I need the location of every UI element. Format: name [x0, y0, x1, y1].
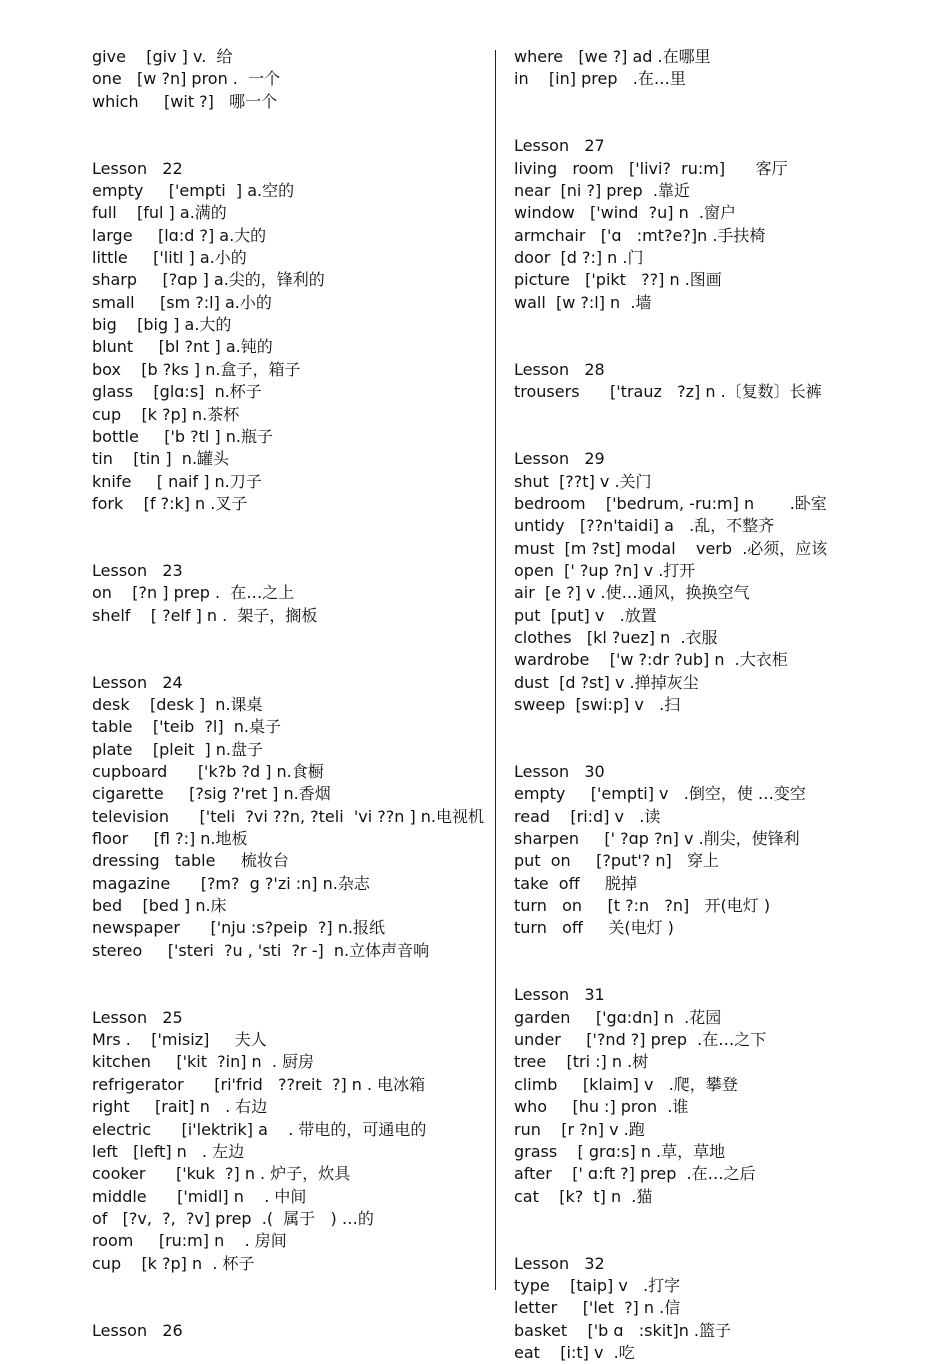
vocab-entry: armchair ['ɑ :mt?e?]n .手扶椅 — [514, 225, 766, 245]
vocab-entry: cupboard ['k?b ?d ] n.食橱 — [92, 762, 324, 781]
vocab-entry: near [ni ?] prep .靠近 — [514, 181, 690, 201]
vocab-entry: dressing table 梳妆台 — [92, 851, 289, 871]
vocab-entry: grass [ grɑ:s] n .草，草地 — [514, 1141, 726, 1161]
vocab-entry: bottle ['b ?tl ] n.瓶子 — [92, 426, 273, 446]
vocab-entry: trousers ['trauz ?z] n .〔复数〕长裤 — [514, 382, 822, 402]
vocab-entry: clothes [kl ?uez] n .衣服 — [514, 627, 718, 647]
lesson-heading: Lesson 25 — [92, 1007, 183, 1027]
vocab-entry: sharpen [' ?ɑp ?n] v .削尖，使锋利 — [514, 829, 800, 849]
lesson-heading: Lesson 28 — [514, 359, 605, 379]
vocab-entry: plate [pleit ] n.盘子 — [92, 739, 264, 759]
blank-line — [514, 716, 934, 738]
blank-line — [514, 404, 934, 426]
vocab-entry: put [put] v .放置 — [514, 605, 657, 625]
vocab-entry: climb [klaim] v .爬，攀登 — [514, 1074, 738, 1094]
vocab-entry: middle ['midl] n . 中间 — [92, 1186, 307, 1206]
vocab-entry: floor [fl ?:] n.地板 — [92, 829, 248, 849]
lesson-heading: Lesson 27 — [514, 136, 605, 156]
vocab-entry: after [' ɑ:ft ?] prep .在…之后 — [514, 1164, 756, 1184]
vocab-entry: dust [d ?st] v .掸掉灰尘 — [514, 672, 699, 692]
column-divider — [495, 50, 496, 1290]
right-column — [514, 46, 934, 1364]
lesson-heading: Lesson 26 — [92, 1320, 183, 1340]
blank-line — [514, 739, 934, 761]
blank-line — [92, 627, 484, 649]
vocab-entry: cup [k ?p] n.茶杯 — [92, 404, 240, 424]
vocab-entry: desk [desk ] n.课桌 — [92, 694, 263, 714]
vocab-entry: run [r ?n] v .跑 — [514, 1119, 645, 1139]
vocab-entry: television ['teli ?vi ??n, ?teli 'vi ??n ] n.电视机 — [92, 806, 484, 826]
vocab-entry: room [ru:m] n . 房间 — [92, 1231, 287, 1251]
vocab-entry: door [d ?:] n .门 — [514, 248, 644, 268]
lesson-heading: Lesson 23 — [92, 560, 183, 580]
vocab-entry: cup [k ?p] n . 杯子 — [92, 1253, 255, 1273]
vocab-entry: kitchen ['kit ?in] n . 厨房 — [92, 1052, 315, 1072]
vocab-entry: cat [k? t] n .猫 — [514, 1186, 653, 1206]
vocab-entry: under ['?nd ?] prep .在…之下 — [514, 1030, 767, 1050]
vocab-entry: full [ful ] a.满的 — [92, 203, 227, 223]
blank-line — [92, 1297, 484, 1319]
vocab-entry: magazine [?m? g ?'zi :n] n.杂志 — [92, 873, 370, 893]
vocab-entry: which [wit ?] 哪一个 — [92, 91, 278, 111]
vocab-entry: window ['wind ?u] n .窗户 — [514, 203, 736, 223]
blank-line — [514, 1208, 934, 1230]
vocab-entry: letter ['let ?] n .信 — [514, 1298, 681, 1318]
vocab-entry: bedroom ['bedrum, -ru:m] n .卧室 — [514, 493, 827, 513]
blank-line — [514, 91, 934, 113]
vocab-entry: large [lɑ:d ?] a.大的 — [92, 225, 267, 245]
blank-line — [92, 1275, 484, 1297]
vocab-entry: big [big ] a.大的 — [92, 315, 232, 335]
vocab-entry: blunt [bl ?nt ] a.钝的 — [92, 337, 273, 357]
vocab-entry: open [' ?up ?n] v .打开 — [514, 560, 696, 580]
vocab-entry: tin [tin ] n.罐头 — [92, 449, 230, 469]
vocab-entry: cigarette [?sig ?'ret ] n.香烟 — [92, 784, 331, 804]
vocab-entry: one [w ?n] pron . 一个 — [92, 69, 281, 89]
vocab-entry: left [left] n . 左边 — [92, 1141, 245, 1161]
blank-line — [514, 336, 934, 358]
blank-line — [92, 962, 484, 984]
vocab-entry: refrigerator [ri'frid ??reit ?] n . 电冰箱 — [92, 1074, 426, 1094]
vocab-entry: bed [bed ] n.床 — [92, 896, 227, 916]
vocab-entry: picture ['pikt ??] n .图画 — [514, 270, 722, 290]
vocab-entry: where [we ?] ad .在哪里 — [514, 47, 711, 66]
vocab-entry: table ['teib ?l] n.桌子 — [92, 717, 281, 737]
vocab-entry: take off 脱掉 — [514, 873, 638, 893]
vocab-entry: garden ['gɑ:dn] n .花园 — [514, 1007, 722, 1027]
blank-line — [92, 538, 484, 560]
lesson-heading: Lesson 32 — [514, 1253, 605, 1273]
vocab-entry: fork [f ?:k] n .叉子 — [92, 493, 248, 513]
vocab-entry: eat [i:t] v .吃 — [514, 1342, 635, 1362]
lesson-heading: Lesson 30 — [514, 762, 605, 781]
blank-line — [514, 314, 934, 336]
blank-line — [92, 135, 484, 157]
blank-line — [92, 113, 484, 135]
lesson-heading: Lesson 31 — [514, 985, 605, 1005]
vocab-entry: sharp [?ɑp ] a.尖的，锋利的 — [92, 270, 325, 290]
vocab-entry: who [hu :] pron .谁 — [514, 1097, 689, 1117]
vocab-entry: glass [glɑ:s] n.杯子 — [92, 382, 262, 402]
vocab-entry: empty ['empti] v .倒空，使 …变空 — [514, 784, 806, 804]
vocab-entry: sweep [swi:p] v .扫 — [514, 694, 681, 714]
vocab-entry: in [in] prep .在…里 — [514, 69, 686, 89]
vocab-entry: knife [ naif ] n.刀子 — [92, 471, 262, 491]
vocab-entry: wardrobe ['w ?:dr ?ub] n .大衣柜 — [514, 650, 788, 670]
lesson-heading: Lesson 24 — [92, 672, 183, 692]
lesson-heading: Lesson 29 — [514, 449, 605, 469]
vocab-entry: basket ['b ɑ :skit]n .篮子 — [514, 1320, 732, 1340]
blank-line — [92, 649, 484, 671]
vocab-entry: type [taip] v .打字 — [514, 1275, 681, 1295]
vocab-entry: air [e ?] v .使…通风，换换空气 — [514, 583, 750, 603]
vocab-entry: small [sm ?:l] a.小的 — [92, 292, 272, 312]
blank-line — [514, 940, 934, 962]
vocab-entry: Mrs . ['misiz] 夫人 — [92, 1030, 267, 1050]
vocab-entry: little ['litl ] a.小的 — [92, 248, 247, 268]
vocab-entry: shelf [ ?elf ] n . 架子，搁板 — [92, 605, 318, 625]
vocab-entry: box [b ?ks ] n.盒子，箱子 — [92, 359, 301, 379]
vocab-entry: give [giv ] v. 给 — [92, 47, 233, 66]
blank-line — [514, 962, 934, 984]
vocab-entry: electric [i'lektrik] a . 带电的，可通电的 — [92, 1119, 427, 1139]
blank-line — [92, 984, 484, 1006]
vocab-entry: wall [w ?:l] n .墙 — [514, 292, 652, 312]
vocab-entry: empty ['empti ] a.空的 — [92, 181, 295, 201]
vocab-entry: cooker ['kuk ?] n . 炉子，炊具 — [92, 1164, 351, 1184]
vocab-entry: turn off 关(电灯 ) — [514, 918, 674, 938]
lesson-heading: Lesson 22 — [92, 158, 183, 178]
vocab-entry: of [?v, ?, ?v] prep .( 属于 ) …的 — [92, 1208, 374, 1228]
blank-line — [514, 426, 934, 448]
vocab-entry: tree [tri :] n .树 — [514, 1052, 649, 1072]
vocab-entry: read [ri:d] v .读 — [514, 806, 661, 826]
blank-line — [92, 515, 484, 537]
left-column — [92, 46, 484, 1342]
blank-line — [514, 113, 934, 135]
vocab-entry: shut [??t] v .关门 — [514, 471, 652, 491]
vocab-entry: turn on [t ?:n ?n] 开(电灯 ) — [514, 896, 771, 916]
vocab-entry: untidy [??n'taidi] a .乱，不整齐 — [514, 516, 775, 536]
vocab-entry: on [?n ] prep . 在…之上 — [92, 583, 295, 603]
vocab-entry: put on [?put'? n] 穿上 — [514, 851, 720, 871]
vocab-entry: must [m ?st] modal verb .必须，应该 — [514, 538, 828, 558]
blank-line — [514, 1230, 934, 1252]
vocab-entry: newspaper ['nju :s?peip ?] n.报纸 — [92, 918, 385, 938]
vocab-entry: right [rait] n . 右边 — [92, 1097, 268, 1117]
vocab-entry: living room ['livi? ru:m] 客厅 — [514, 158, 788, 178]
vocab-entry: stereo ['steri ?u , 'sti ?r -] n.立体声音响 — [92, 940, 430, 960]
